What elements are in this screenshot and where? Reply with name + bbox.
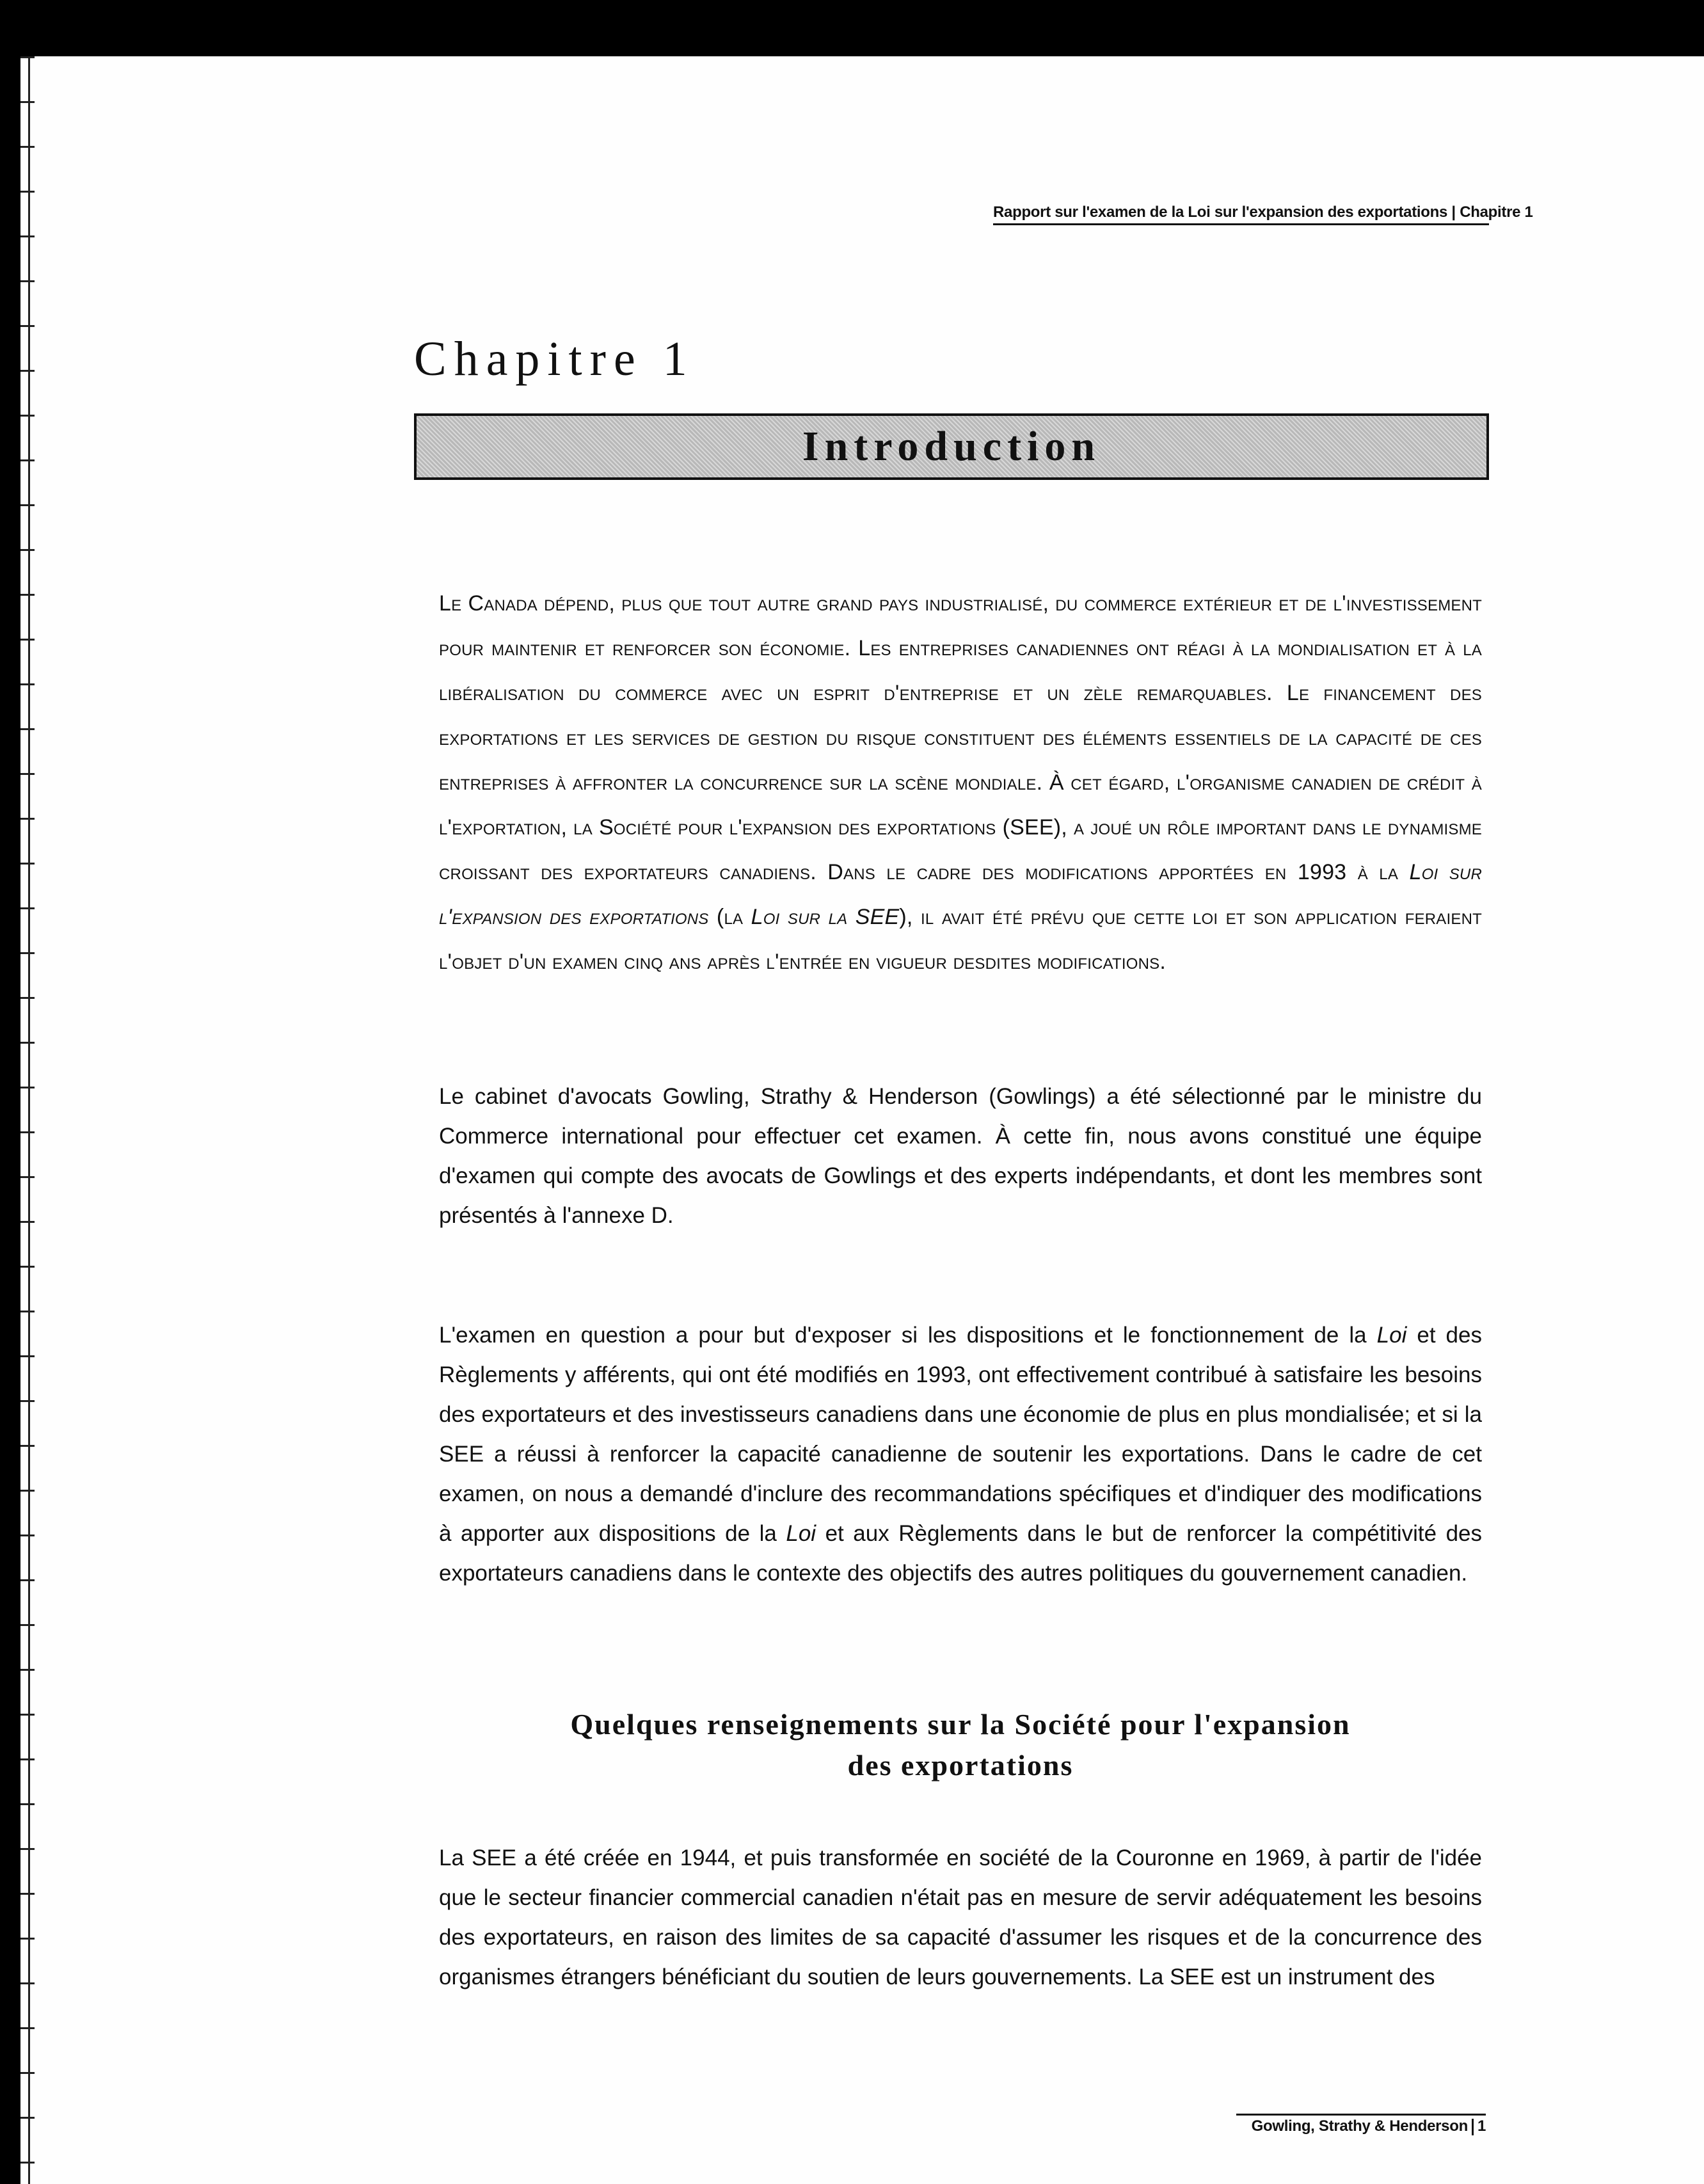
paragraph-purpose: [439, 1316, 1482, 1593]
paragraph-purpose-italic-loi-2: Loi: [786, 1521, 816, 1546]
running-header-separator: |: [1451, 203, 1456, 221]
chapter-title-bar: [414, 413, 1489, 480]
page-footer: [1236, 2114, 1486, 2135]
chapter-title: Introduction: [802, 423, 1101, 470]
running-header: [993, 203, 1533, 225]
running-header-chapter: Chapitre 1: [1460, 203, 1533, 221]
footer-publisher: Gowling, Strathy & Henderson: [1251, 2117, 1468, 2135]
document-page: [20, 56, 1704, 2184]
binding-line: [28, 56, 30, 2184]
paragraph-intro-italic-act: Loi sur l'expansion des exportations: [439, 860, 1482, 929]
paragraph-gowlings: Le cabinet d'avocats Gowling, Strathy & Henderson (Gowlings) a été sélectionné par le ministre du Commerce international pour effectuer cet examen. À cette fin, nous avons constitué une équipe d'examen qui compte des avocats de Gowlings et des experts indépendants, et dont les membres sont présentés à l'annexe D.: [439, 1084, 1482, 1228]
running-header-title: Rapport sur l'examen de la Loi sur l'expansion des exportations: [993, 203, 1448, 221]
footer-separator: [1472, 2119, 1474, 2135]
binding-edge: [20, 56, 35, 2184]
paragraph-intro-part-e: ), il avait été prévu que cette loi et son application feraient l'objet d'un examen cinq ans après l'entrée en vigueur desdites modifications.: [439, 905, 1482, 974]
paragraph-purpose-part-e: et aux Règlements dans le but de renforcer la compétitivité des exportateurs canadiens dans le contexte des objectifs des autres politiques du gouvernement canadien.: [439, 1521, 1482, 1586]
section-heading-line-2: des exportations: [847, 1749, 1074, 1781]
paragraph-purpose-italic-loi-1: Loi: [1376, 1323, 1407, 1348]
chapter-label: Chapitre 1: [414, 332, 695, 386]
paragraph-intro-part-a: Le Canada dépend, plus que tout autre grand pays industrialisé, du commerce extérieur et de l'investissement pour maintenir et renforcer son économie. Les entreprises canadiennes ont réagi à la mondialisation et à la libéralisation du commerce avec un esprit d'entreprise et un zèle remarquables. Le financement des exportations et les services de gestion du risque constituent des éléments essentiels de la capacité de ces entreprises à affronter la concurrence sur la scène mondiale. À cet égard, l'organisme canadien de crédit à l'exportation, la Société pour l'expansion des exportations (SEE), a joué un rôle important dans le dynamisme croissant des exportateurs canadiens. Dans le cadre des modifications apportées en 1993 à la: [439, 591, 1482, 884]
paragraph-intro-italic-see: Loi sur la SEE: [751, 905, 900, 929]
section-heading-line-1: Quelques renseignements sur la Société pour l'expansion: [570, 1708, 1351, 1741]
paragraph-intro-part-c: (la: [708, 905, 751, 929]
paragraph-see-history: La SEE a été créée en 1944, et puis transformée en société de la Couronne en 1969, à partir de l'idée que le secteur financier commercial canadien n'était pas en mesure de servir adéquatement les besoins des exportateurs, en raison des limites de sa capacité d'assumer les risques et de la concurrence des organismes étrangers bénéficiant du soutien de leurs gouvernements. La SEE est un instrument des: [439, 1845, 1482, 1989]
paragraph-intro: [439, 581, 1482, 984]
paragraph-purpose-part-a: L'examen en question a pour but d'exposer si les dispositions et le fonctionnement de la: [439, 1323, 1377, 1348]
section-heading: [439, 1704, 1482, 1786]
paragraph-purpose-part-c: et des Règlements y afférents, qui ont été modifiés en 1993, ont effectivement contribué à satisfaire les besoins des exportateurs et des investisseurs canadiens dans une économie de plus en plus mondialisée; et si la SEE a réussi à renforcer la capacité canadienne de soutenir les exportations. Dans le cadre de cet examen, on nous a demandé d'inclure des recommandations spécifiques et d'indiquer des modifications à apporter aux dispositions de la: [439, 1323, 1482, 1546]
page-number: 1: [1477, 2117, 1486, 2135]
